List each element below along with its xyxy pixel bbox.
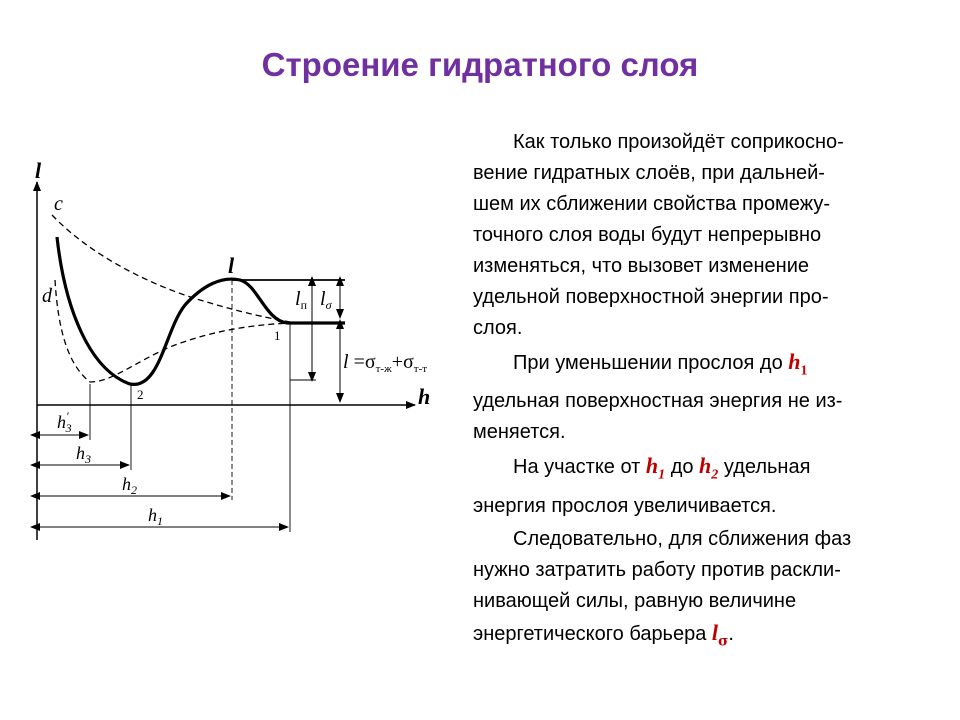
dim-h3prime-label: h' 3 (57, 409, 72, 435)
curve-c-label: c (54, 193, 63, 215)
curve-c (52, 215, 290, 322)
dim-h2-label: $h_2$ (122, 474, 137, 497)
point-1-label: 1 (274, 328, 281, 343)
paragraph-1: Как только произойдёт соприкосно- вение гидратных слоёв, при дальней- шем их сближении свойства промежу- точного слоя воды будут непрерывно изменяться, что вызовет изменение удельной поверхностной энергии про- слоя. (473, 131, 844, 339)
formula-label: l $=\sigma_{т-ж}+\sigma_{т-т}$ (343, 351, 428, 375)
dim-h3-label: $h_3$ (76, 443, 91, 466)
y-axis-label: l (35, 158, 42, 183)
l-pi-label: $l_п$ (295, 288, 307, 312)
h2-symbol: $h_2$ (699, 453, 719, 483)
h1-symbol: $h_1$ (788, 349, 808, 379)
slide-title: Строение гидратного слоя (261, 46, 699, 83)
curve-d-label: d (42, 285, 52, 307)
hydrate-layer-diagram (0, 150, 470, 550)
l-sigma-symbol: $l_\sigma$ (711, 619, 729, 650)
point-2-label: 2 (137, 387, 144, 402)
paragraph-2: При уменьшении прослоя до $h_1$ удельная поверхностная энергия не из- меняется. (473, 349, 843, 444)
body-text (473, 127, 935, 659)
paragraph-3: На участке от $h_1$ до $h_2$ удельная энергия прослоя увеличивается. (473, 453, 811, 517)
curve-l-label: l (228, 253, 235, 278)
x-axis-label: h (418, 384, 431, 409)
paragraph-4: Следовательно, для сближения фаз нужно затратить работу против раскли- нивающей силы, равную величине энергетического барьера $l_\sigma$. (473, 527, 852, 650)
h1-symbol: $h_1$ (645, 453, 666, 483)
dim-h1-label: $h_1$ (148, 505, 163, 528)
l-sigma-label: $l_\sigma$ (320, 288, 332, 312)
